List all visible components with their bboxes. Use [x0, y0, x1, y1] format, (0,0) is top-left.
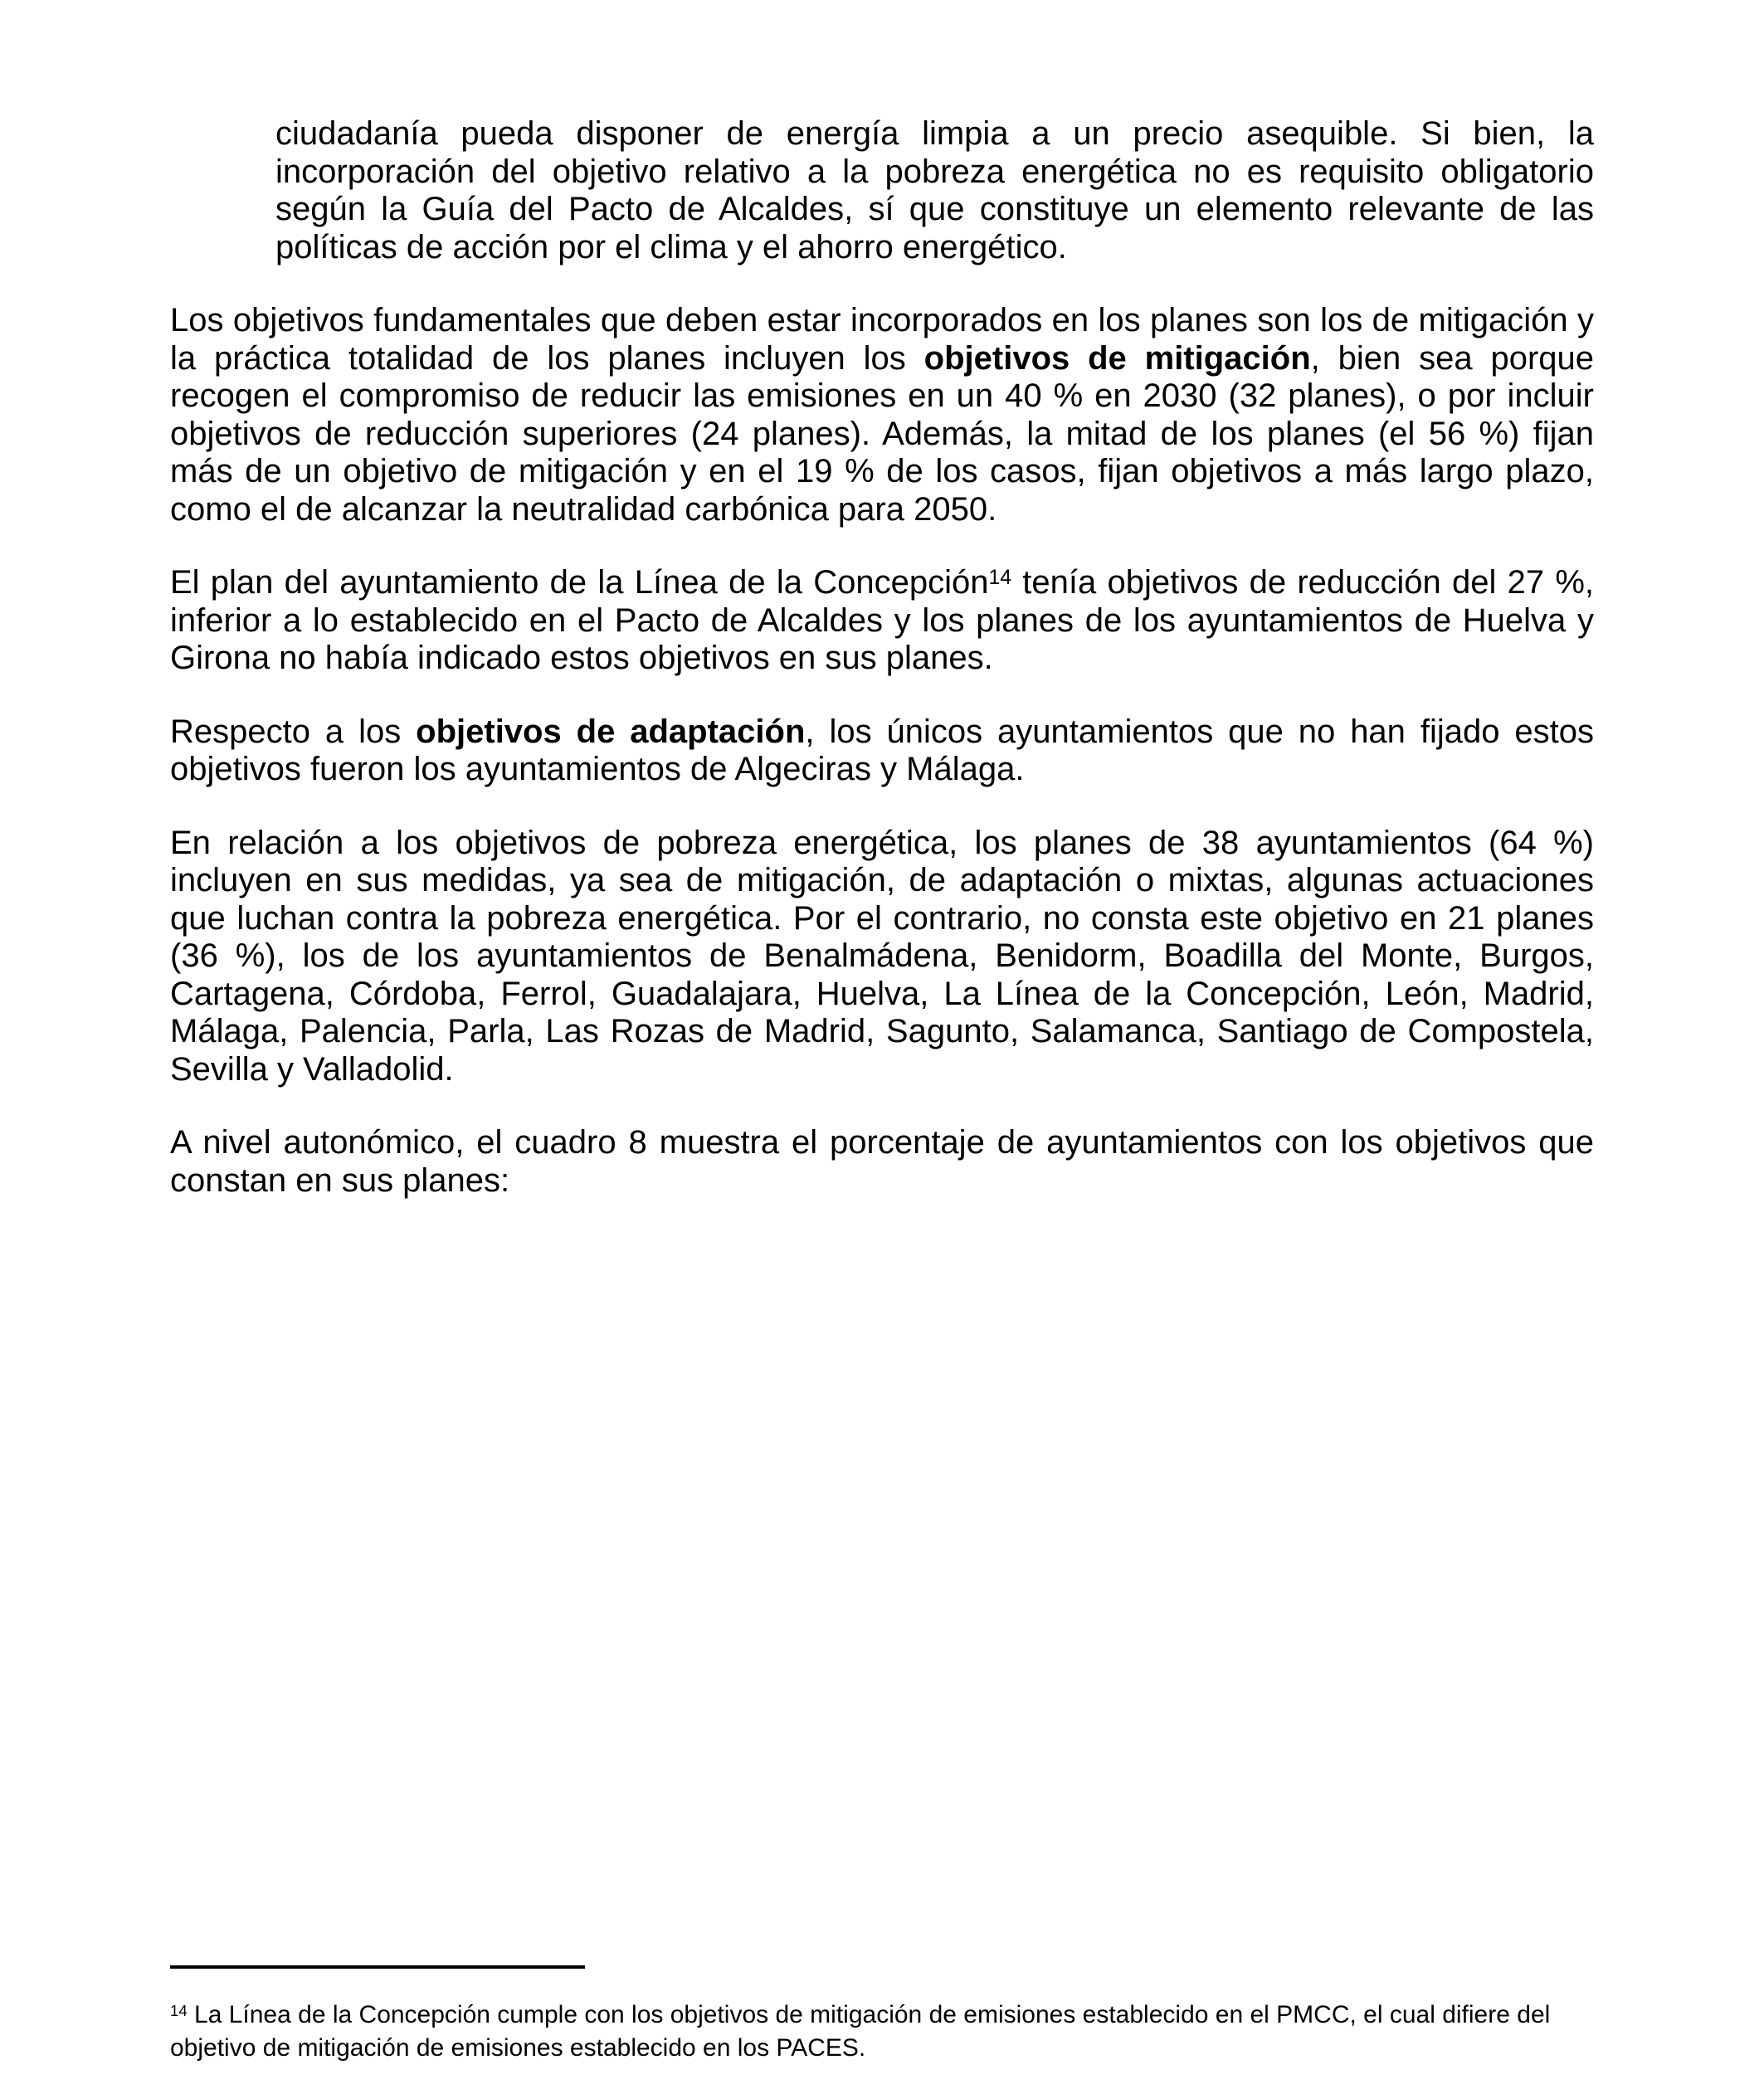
document-body: [170, 115, 1594, 1235]
paragraph-la-linea-plan: [170, 564, 1594, 678]
footnote-marker: 14: [170, 2001, 188, 2019]
text-run: tenía objetivos de reducción del 27 %, inferior a lo establecido en el Pacto de Alcaldes y los planes de los ayuntamientos de Huelva y Girona no había indicado estos objetivos en sus planes.: [170, 564, 1595, 676]
text-run: El plan del ayuntamiento de la Línea de la Concepción: [170, 564, 989, 601]
footnote-14: [170, 1999, 1594, 2065]
text-run: Los objetivos fundamentales que deben estar incorporados en los planes son los de mitigación y la práctica totalidad de los planes incluyen los: [170, 302, 1594, 377]
paragraph-adaptation-objectives: [170, 713, 1594, 789]
text-run: , los únicos ayuntamientos que no han fijado estos objetivos fueron los ayuntamientos de Algeciras y Málaga.: [170, 713, 1595, 787]
footnote-separator: [170, 1965, 585, 1969]
footnote-reference-14: 14: [988, 566, 1012, 589]
footnote-text: La Línea de la Concepción cumple con los objetivos de mitigación de emisiones establecido en el PMCC, el cual difiere del objetivo de mitigación de emisiones establecido en los PACES.: [170, 2001, 1551, 2062]
footnote-section: [170, 1965, 1594, 2065]
paragraph-energy-poverty-detail: En relación a los objetivos de pobreza energética, los planes de 38 ayuntamientos (64 %) incluyen en sus medidas, ya sea de mitigación, de adaptación o mixtas, algunas actuaciones que luchan contra la pobreza energética. Por el contrario, no consta este objetivo en 21 planes (36 %), los de los ayuntamientos de Benalmádena, Benidorm, Boadilla del Monte, Burgos, Cartagena, Córdoba, Ferrol, Guadalajara, Huelva, La Línea de la Concepción, León, Madrid, Málaga, Palencia, Parla, Las Rozas de Madrid, Sagunto, Salamanca, Santiago de Compostela, Sevilla y Valladolid.: [170, 824, 1594, 1088]
paragraph-energy-poverty-intro: ciudadanía pueda disponer de energía limpia a un precio asequible. Si bien, la incorporación del objetivo relativo a la pobreza energética no es requisito obligatorio según la Guía del Pacto de Alcaldes, sí que constituye un elemento relevante de las políticas de acción por el clima y el ahorro energético.: [275, 115, 1594, 265]
text-run: Respecto a los: [170, 713, 417, 750]
paragraph-mitigation-objectives: [170, 302, 1594, 528]
text-run: , bien sea porque recogen el compromiso de reducir las emisiones en un 40 % en 2030 (32 planes), o por incluir objetivos de reducción superiores (24 planes). Además, la mitad de los planes (el 56 %) fijan más de un objetivo de mitigación y en el 19 % de los casos, fijan objetivos a más largo plazo, como el de alcanzar la neutralidad carbónica para 2050.: [170, 339, 1595, 528]
paragraph-cuadro-8-lead: A nivel autonómico, el cuadro 8 muestra el porcentaje de ayuntamientos con los objetivos que constan en sus planes:: [170, 1124, 1594, 1199]
bold-text-adaptation: objetivos de adaptación: [416, 713, 806, 750]
bold-text-mitigation: objetivos de mitigación: [923, 339, 1311, 377]
